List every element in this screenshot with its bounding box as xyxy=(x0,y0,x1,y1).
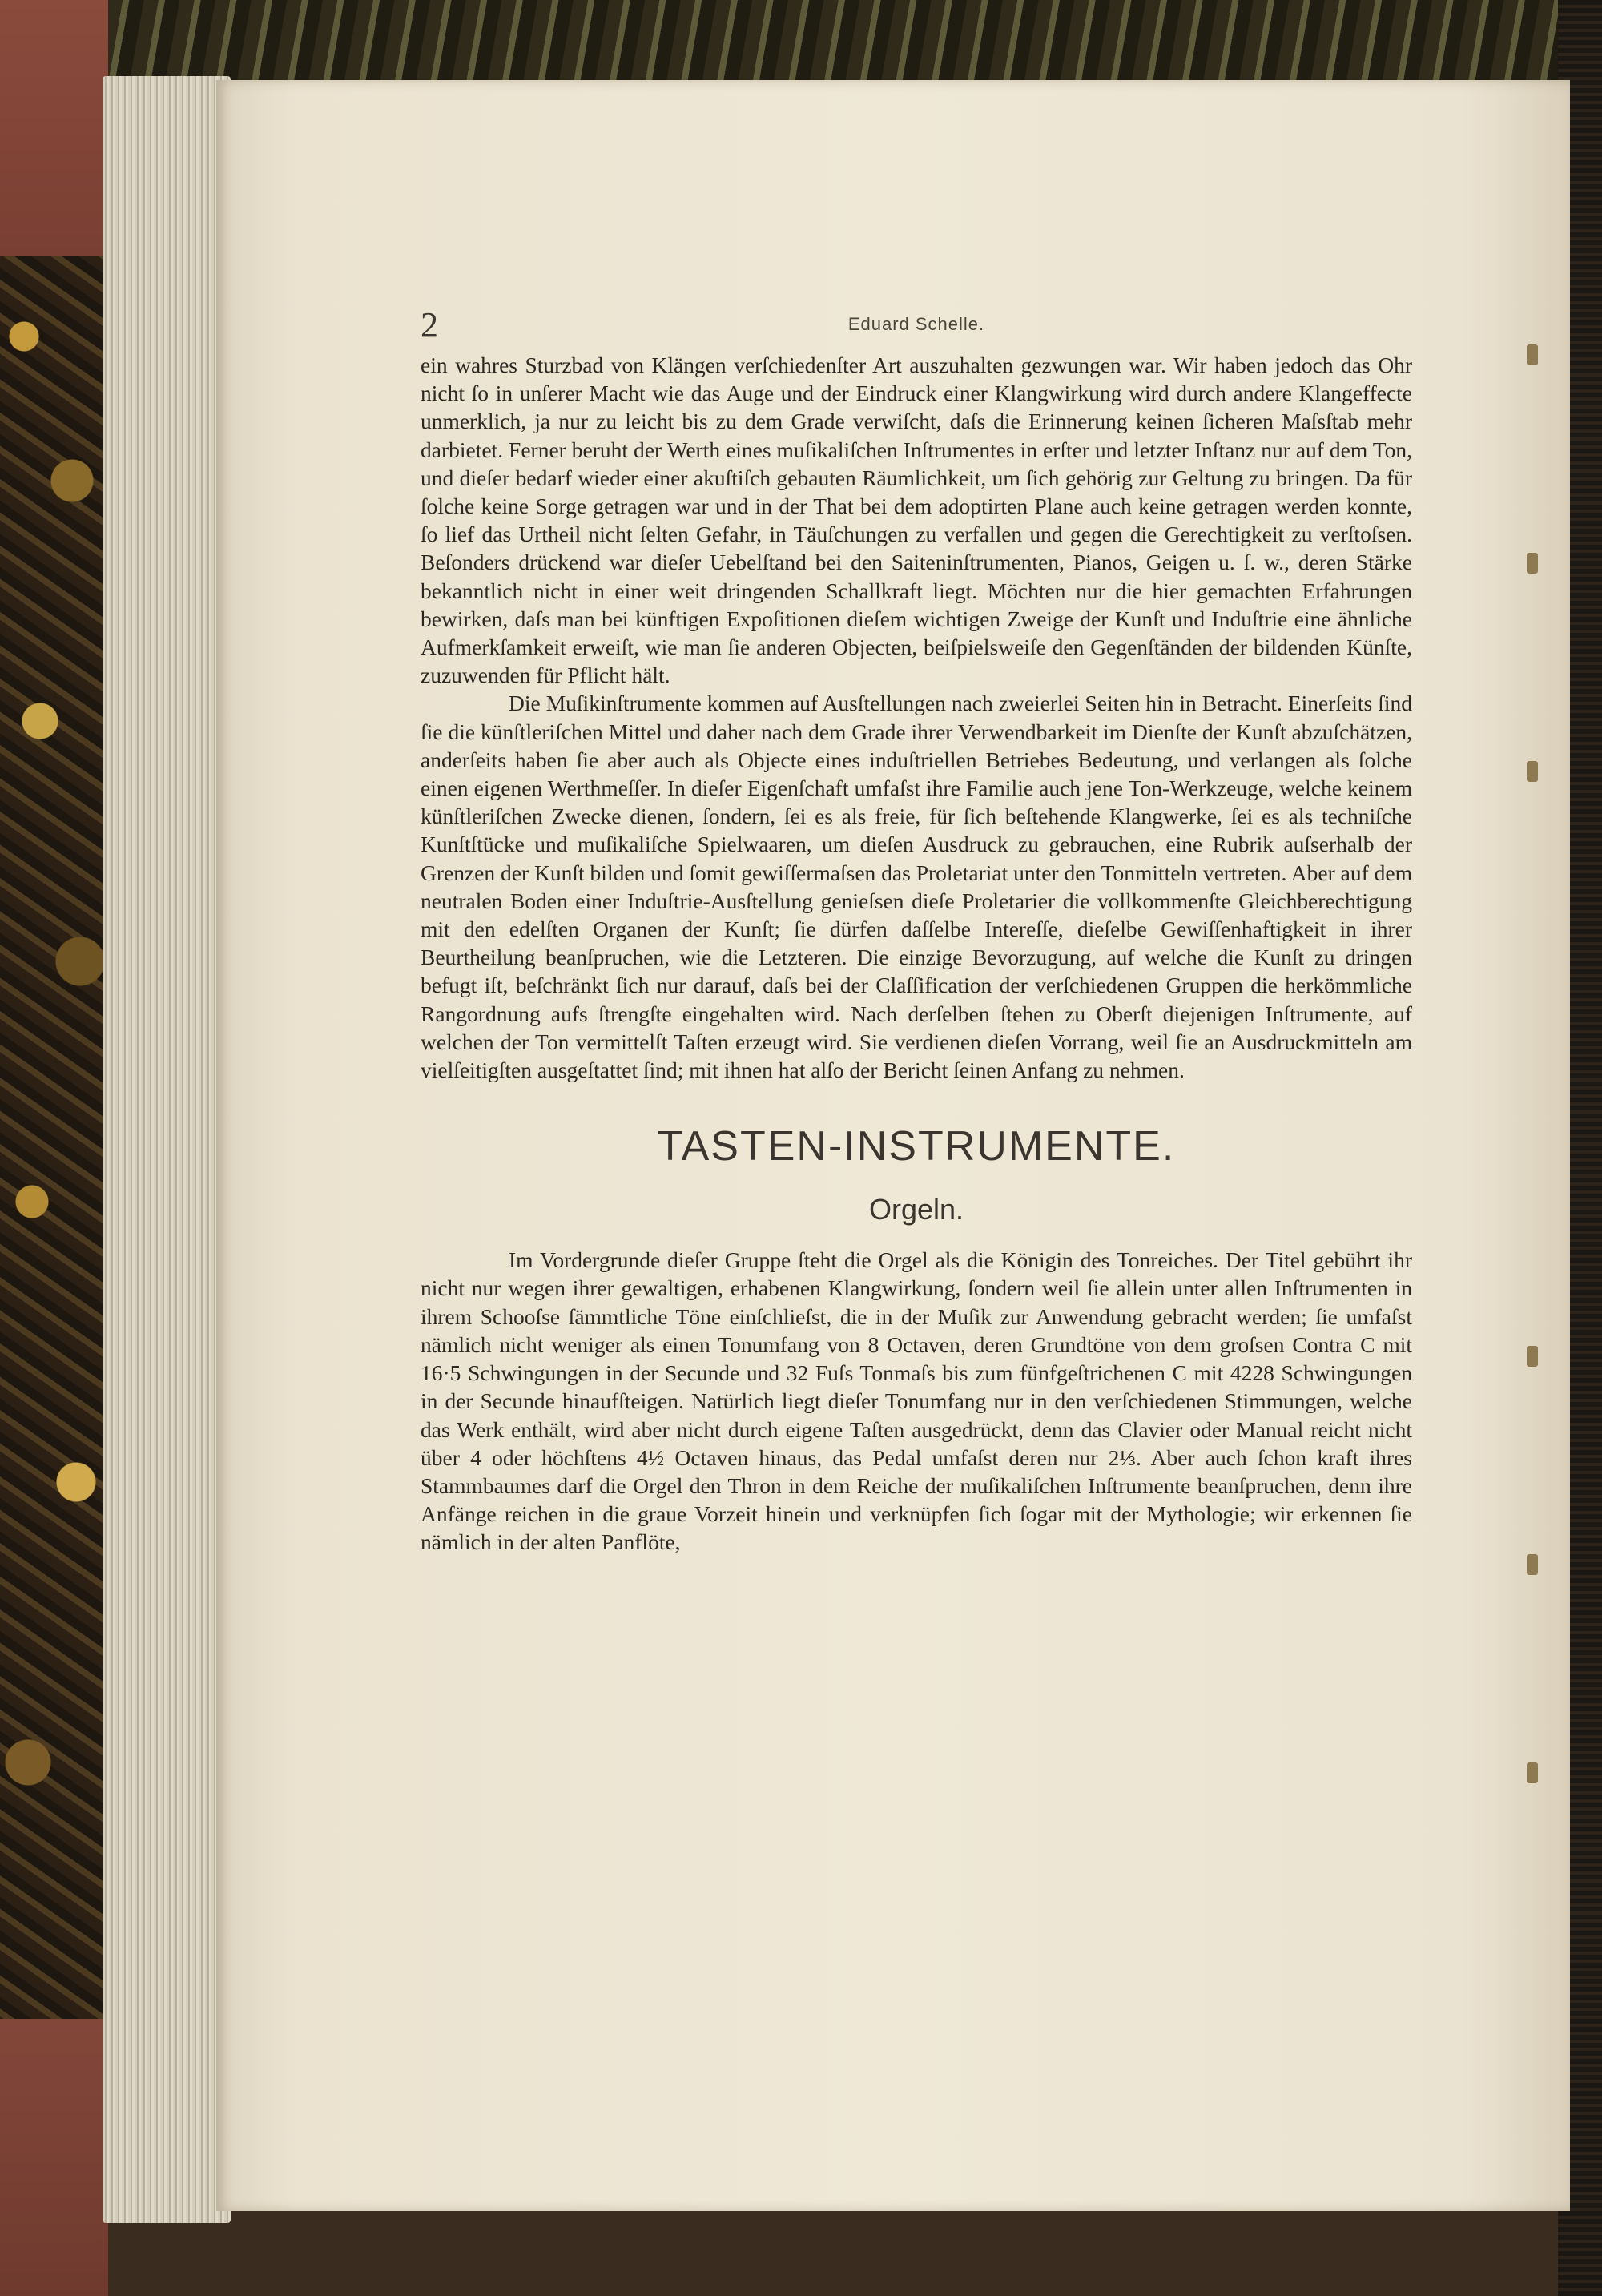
marbled-cover xyxy=(0,0,108,2296)
running-title: Eduard Schelle. xyxy=(847,314,985,334)
marbled-endpaper xyxy=(108,0,1602,80)
section-title: TASTEN-INSTRUMENTE. xyxy=(657,1123,1176,1170)
running-head xyxy=(421,304,1412,344)
paragraph-1: ein wahres Sturzbad von Klängen verſchiedenſter Art auszuhalten gezwungen war. Wir haben jedoch das Ohr nicht ſo in unſerer Macht wie das Auge und der Eindruck einer Klangwirkung wird durch andere Klangeffecte unmerklich, ja nur zu leicht bis zu dem Grade verwiſcht, daſs die Erinnerung keinen ſicheren Maſsſtab mehr darbietet. Ferner beruht der Werth eines muſikaliſchen Inſtrumentes in erſter und letzter Inſtanz nur auf dem Ton, und dieſer bedarf wieder einer akuſtiſch gebauten Räumlichkeit, um ſich gehörig zur Geltung zu bringen. Da für ſolche keine Sorge getragen war und in der That bei dem adoptirten Plane auch keine getragen werden konnte, ſo lief das Urtheil nicht ſelten Gefahr, in Täuſchungen zu verfallen und gegen die Gerechtigkeit zu verſtoſsen. Beſonders drückend war dieſer Uebelſtand bei den Saiteninſtrumenten, Pianos, Geigen u. ſ. w., deren Stärke bekanntlich nicht in einer weit dringenden Schallkraft liegt. Möchten nur die hier gemachten Erfahrungen bewirken, daſs man bei künftigen Expoſitionen dieſem wichtigen Zweige der Kunſt und Induſtrie eine ähnliche Aufmerkſamkeit erweiſt, wie man ſie anderen Objecten, beiſpielsweiſe den Gegenſtänden der bildenden Künſte, zuzuwenden für Pflicht hält. xyxy=(421,352,1412,688)
leather-corner-top xyxy=(0,0,108,256)
paragraph-3: Im Vordergrunde dieſer Gruppe ſteht die Orgel als die Königin des Tonreiches. Der Titel gebührt ihr nicht nur wegen ihrer gewaltigen, erhabenen Klangwirkung, ſondern weil ſie allein unter allen Inſtrumenten in ihrem Schooſse ſämmtliche Töne einſchlieſst, die in der Muſik zur Anwendung gebracht werden; ſie umfaſst nämlich nicht weniger als einen Tonumfang von 8 Octaven, deren Grundtöne von dem groſsen Contra C mit 16·5 Schwingungen in der Secunde und 32 Fuſs Tonmaſs bis zum fünfgeſtrichenen C mit 4228 Schwingungen in der Secunde hinaufſteigen. Natürlich liegt dieſer Tonumfang nur in den verſchiedenen Stimmungen, welche das Werk enthält, wird aber nicht durch eigene Taſten ausgedrückt, denn das Clavier oder Manual reicht nicht über 4 oder höchſtens 4½ Octaven hinaus, das Pedal umfaſst deren nur 2⅓. Aber auch ſchon kraft ihres Stammbaumes darf die Orgel den Thron in dem Reiche der muſikaliſchen Inſtrumente beanſpruchen, denn ihre Anfänge reichen in die graue Vorzeit hinein und verknüpfen ſich ſogar mit der Mythologie; wir erkennen ſie nämlich in der alten Panflöte, xyxy=(421,1247,1412,1555)
paragraph-2: Die Muſikinſtrumente kommen auf Ausſtellungen nach zweierlei Seiten hin in Betracht. Einerſeits ſind ſie die künſtleriſchen Mittel und daher nach dem Grade ihrer Verwendbarkeit im Dienſte der Kunſt abzuſchätzen, anderſeits haben ſie aber auch als Objecte eines induſtriellen Betriebes Bedeutung, und verlangen als ſolche einen eigenen Werthmeſſer. In dieſer Eigenſchaft umfaſst ihre Familie auch jene Ton-Werkzeuge, welche keinem künſtleriſchen Zwecke dienen, ſondern, ſei es als freie, für ſich beſtehende Klangwerke, ſei es als techniſche Kunſtſtücke und muſikaliſche Spielwaaren, um dieſen Ausdruck zu gebrauchen, eine Rubrik auſserhalb der Grenzen der Kunſt bilden und ſomit gewiſſermaſsen das Proletariat unter den Tonmitteln vertreten. Aber auf dem neutralen Boden einer Induſtrie-Ausſtellung genieſsen dieſe Proletarier die vollkommenſte Gleichberechtigung mit den edelſten Organen der Kunſt; ſie dürfen daſſelbe Intereſſe, dieſelbe Gewiſſenhaftigkeit in ihrer Beurtheilung beanſpruchen, wie die Letzteren. Die einzige Bevorzugung, auf welche die Kunſt zu dringen befugt iſt, beſchränkt ſich nur darauf, daſs bei der Claſſification der verſchiedenen Gruppen die herkömmliche Rangordnung aufs ſtrengſte eingehalten wird. Nach derſelben ſtehen zu Oberſt diejenigen Inſtrumente, auf welchen der Ton vermittelſt Taſten erzeugt wird. Sie verdienen dieſen Vorrang, weil ſie an Ausdruckmitteln am vielſeitigſten ausgeſtattet ſind; mit ihnen hat alſo der Bericht ſeinen Anfang zu nehmen. xyxy=(421,691,1412,1083)
page-text xyxy=(421,304,1412,1557)
subsection-title: Orgeln. xyxy=(868,1193,964,1227)
page-number: 2 xyxy=(421,305,438,344)
leather-corner-bottom xyxy=(0,2019,108,2296)
page-edges xyxy=(103,76,231,2223)
